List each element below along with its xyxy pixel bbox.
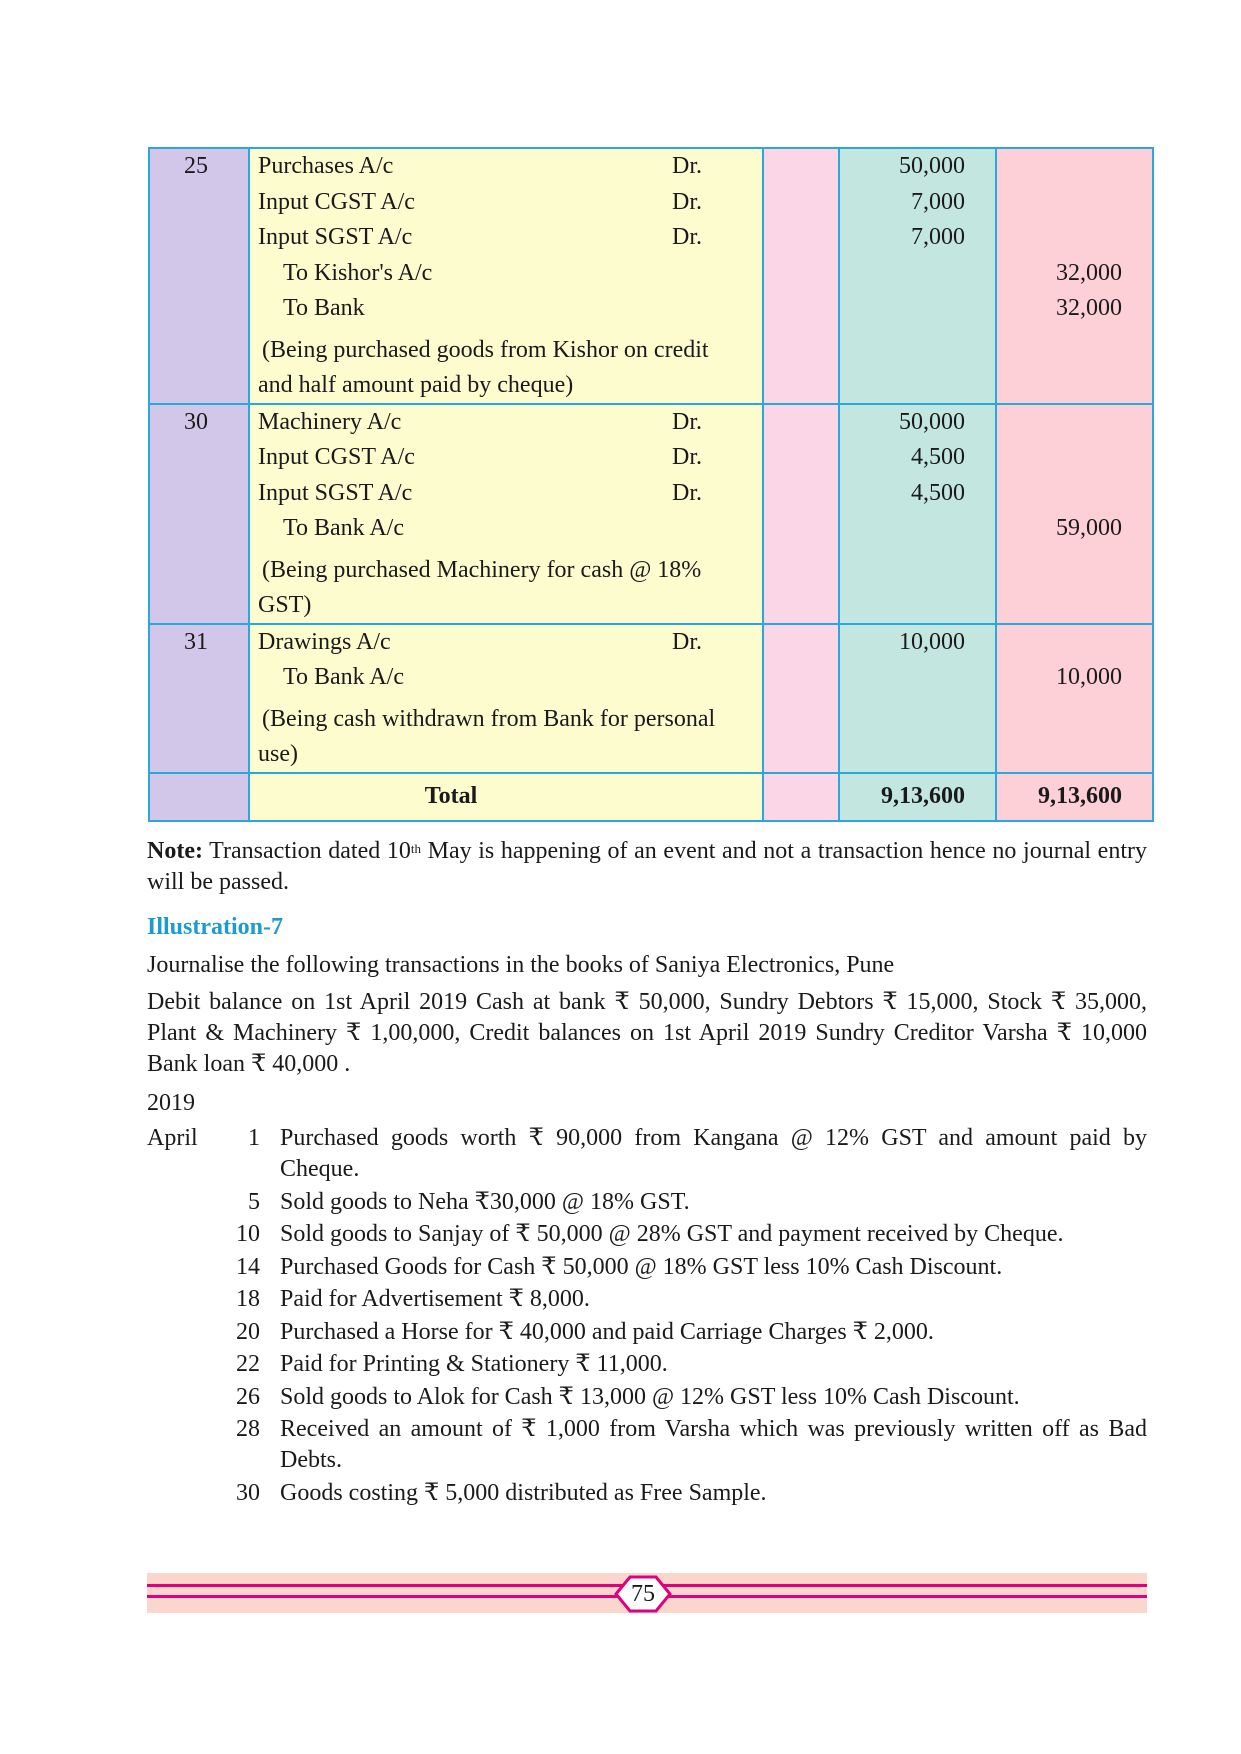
entry-date: 30 (184, 408, 208, 435)
transaction-day: 28 (236, 1416, 260, 1442)
transaction-month (147, 1219, 225, 1250)
transaction-item (147, 1284, 1147, 1315)
account-name: To Kishor's A/c (283, 259, 433, 286)
debit-amount (840, 511, 995, 547)
transaction-day: 14 (236, 1253, 260, 1280)
particular-line (250, 625, 762, 661)
entry-date-cell (149, 148, 249, 404)
total-row (149, 773, 1153, 821)
opening-balances: Debit balance on 1st April 2019 Cash at bank ₹ 50,000, Sundry Debtors ₹ 15,000, Stock ₹ 35,000, Plant & Machinery ₹ 1,00,000, Credit balances on 1st April 2019 Sundry Creditor Varsha ₹ 10,000 Bank loan ₹ 40,000 . (147, 989, 1147, 1077)
note-text-before: Transaction dated 10 (209, 838, 411, 864)
transaction-month (147, 1478, 225, 1509)
credit-amount-cell (996, 148, 1153, 404)
transaction-text: Received an amount of ₹ 1,000 from Varsha which was previously written off as Bad Debts. (280, 1416, 1147, 1473)
transaction-text: Paid for Printing & Stationery ₹ 11,000. (280, 1351, 668, 1377)
illustration-title: Illustration-7 (147, 914, 284, 940)
transaction-item (147, 1478, 1147, 1509)
entry-date-cell (149, 624, 249, 773)
narration-line: and half amount paid by cheque) (258, 371, 574, 398)
transaction-day: 10 (236, 1221, 260, 1247)
credit-amount-cell (996, 624, 1153, 773)
narration (250, 327, 762, 403)
account-name: To Bank A/c (283, 515, 404, 541)
debit-amount: 7,000 (911, 188, 965, 215)
credit-amount-cell (996, 404, 1153, 624)
dr-mark: Dr. (672, 628, 702, 655)
journal-entry-row (149, 148, 1153, 404)
total-label: Total (249, 773, 763, 821)
narration-line: (Being cash withdrawn from Bank for personal (262, 705, 716, 732)
narration-line: use) (258, 740, 298, 767)
particular-line (250, 511, 762, 547)
debit-amount (840, 291, 995, 327)
transaction-text: Purchased Goods for Cash ₹ 50,000 @ 18% GST less 10% Cash Discount. (280, 1253, 1003, 1280)
transaction-item (147, 1317, 1147, 1348)
transaction-item (147, 1187, 1147, 1218)
journal-entry-row (149, 624, 1153, 773)
debit-amount-cell (839, 624, 996, 773)
transaction-text: Sold goods to Alok for Cash ₹ 13,000 @ 12% GST less 10% Cash Discount. (280, 1383, 1020, 1410)
account-name: Input CGST A/c (258, 444, 415, 470)
transaction-text: Paid for Advertisement ₹ 8,000. (280, 1286, 590, 1312)
transaction-item (147, 1252, 1147, 1283)
particular-line (250, 476, 762, 512)
transaction-list (147, 1123, 1147, 1509)
dr-mark: Dr. (672, 479, 702, 506)
entry-date-cell (149, 404, 249, 624)
account-name: Input SGST A/c (258, 224, 413, 250)
particular-line (250, 256, 762, 292)
particular-line (250, 440, 762, 476)
transaction-item (147, 1382, 1147, 1413)
transaction-day: 30 (236, 1479, 260, 1506)
debit-amount: 10,000 (899, 628, 965, 655)
particular-line (250, 291, 762, 327)
transaction-day: 20 (236, 1318, 260, 1345)
dr-mark: Dr. (672, 153, 702, 179)
particular-line (250, 185, 762, 221)
narration (250, 547, 762, 623)
credit-amount (997, 149, 1152, 185)
total-debit: 9,13,600 (839, 773, 996, 821)
credit-amount (997, 405, 1152, 441)
debit-amount: 4,500 (911, 479, 965, 506)
transaction-item (147, 1349, 1147, 1380)
transaction-day: 26 (236, 1383, 260, 1410)
narration-line: (Being purchased Machinery for cash @ 18% (262, 556, 702, 583)
credit-amount (997, 440, 1152, 476)
debit-amount: 7,000 (911, 224, 965, 250)
credit-amount (997, 220, 1152, 256)
dr-mark: Dr. (672, 188, 702, 215)
dr-mark: Dr. (672, 444, 702, 470)
particular-line (250, 405, 762, 441)
particular-line (250, 220, 762, 256)
transaction-item (147, 1414, 1147, 1476)
credit-amount: 59,000 (1056, 515, 1122, 541)
credit-amount (997, 625, 1152, 661)
particular-line (250, 660, 762, 696)
journal-entry-row (149, 404, 1153, 624)
credit-amount: 10,000 (1056, 664, 1122, 690)
dr-mark: Dr. (672, 408, 702, 435)
particular-line (250, 149, 762, 185)
transaction-text: Goods costing ₹ 5,000 distributed as Free Sample. (280, 1479, 767, 1506)
journal-table (148, 147, 1154, 822)
debit-amount-cell (839, 148, 996, 404)
transaction-month (147, 1187, 225, 1218)
debit-amount-cell (839, 404, 996, 624)
account-name: Input CGST A/c (258, 188, 415, 215)
credit-amount (997, 185, 1152, 221)
transaction-day: 18 (236, 1286, 260, 1312)
account-name: To Bank A/c (283, 664, 404, 690)
account-name: Drawings A/c (258, 628, 391, 655)
debit-amount: 50,000 (899, 408, 965, 435)
credit-amount (997, 476, 1152, 512)
transaction-month (147, 1349, 225, 1380)
entry-date: 31 (184, 628, 208, 655)
note-paragraph (147, 836, 1147, 898)
year-label: 2019 (147, 1090, 195, 1116)
transaction-month (147, 1382, 225, 1413)
transaction-day: 5 (248, 1188, 260, 1215)
transaction-month (147, 1317, 225, 1348)
transaction-month (147, 1414, 225, 1476)
account-name: Input SGST A/c (258, 479, 413, 506)
dr-mark: Dr. (672, 224, 702, 250)
narration-line: GST) (258, 591, 312, 618)
total-date-cell (149, 773, 249, 821)
note-label: Note: (147, 838, 203, 864)
account-name: To Bank (283, 295, 365, 321)
entry-date: 25 (184, 153, 208, 179)
transaction-month (147, 1284, 225, 1315)
debit-amount (840, 256, 995, 292)
transaction-month: April (147, 1125, 198, 1151)
transaction-text: Purchased goods worth ₹ 90,000 from Kangana @ 12% GST and amount paid by Cheque. (280, 1125, 1147, 1182)
debit-amount: 50,000 (899, 153, 965, 179)
ledger-folio-cell (763, 404, 839, 624)
page-number: 75 (631, 1581, 655, 1607)
transaction-day: 22 (236, 1351, 260, 1377)
transaction-text: Sold goods to Sanjay of ₹ 50,000 @ 28% GST and payment received by Cheque. (280, 1221, 1064, 1247)
transaction-day: 1 (248, 1125, 260, 1151)
narration (250, 696, 762, 772)
total-lf-cell (763, 773, 839, 821)
note-text-after: May is happening of an event and not a transaction hence no journal entry will be passed. (147, 838, 1147, 895)
ledger-folio-cell (763, 148, 839, 404)
total-credit: 9,13,600 (996, 773, 1153, 821)
transaction-text: Sold goods to Neha ₹30,000 @ 18% GST. (280, 1188, 690, 1215)
account-name: Purchases A/c (258, 153, 394, 179)
account-name: Machinery A/c (258, 408, 402, 435)
debit-amount: 4,500 (911, 444, 965, 470)
transaction-item (147, 1219, 1147, 1250)
transaction-text: Purchased a Horse for ₹ 40,000 and paid Carriage Charges ₹ 2,000. (280, 1318, 934, 1345)
particulars-cell (249, 404, 763, 624)
note-superscript: th (410, 841, 421, 856)
particulars-cell (249, 148, 763, 404)
narration-line: (Being purchased goods from Kishor on credit (262, 336, 709, 363)
credit-amount: 32,000 (1056, 295, 1122, 321)
credit-amount: 32,000 (1056, 259, 1122, 286)
particulars-cell (249, 624, 763, 773)
transaction-item (147, 1123, 1147, 1185)
debit-amount (840, 660, 995, 696)
illustration-intro: Journalise the following transactions in the books of Saniya Electronics, Pune (147, 952, 895, 978)
transaction-month (147, 1252, 225, 1283)
ledger-folio-cell (763, 624, 839, 773)
